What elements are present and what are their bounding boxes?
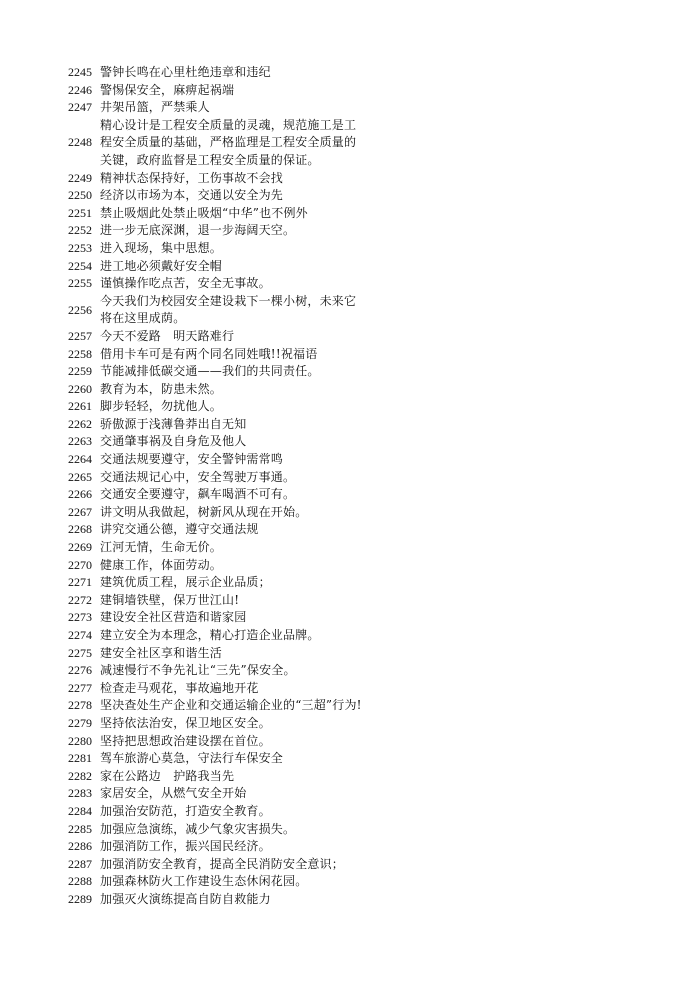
entry-text: 今天我们为校园安全建设栽下一棵小树，未来它将在这里成荫。 <box>100 293 357 326</box>
entry-text: 交通法规记心中，安全驾驶万事通。 <box>100 469 296 484</box>
entry-text: 井架吊篮，严禁乘人 <box>100 100 210 115</box>
list-item <box>68 680 362 698</box>
entry-number: 2264 <box>68 452 92 467</box>
entry-text: 节能减排低碳交通——我们的共同责任。 <box>100 364 320 379</box>
list-item <box>68 504 362 522</box>
entry-text: 加强消防工作，振兴国民经济。 <box>100 839 271 854</box>
entry-text: 脚步轻轻，勿扰他人。 <box>100 399 223 414</box>
entry-number: 2279 <box>68 715 92 730</box>
entry-number: 2271 <box>68 575 92 590</box>
list-item <box>68 222 362 240</box>
list-item <box>68 293 362 328</box>
list-item <box>68 645 362 663</box>
entry-text: 加强森林防火工作建设生态休闲花园。 <box>100 874 308 889</box>
entry-number: 2281 <box>68 751 92 766</box>
entry-text: 精心设计是工程安全质量的灵魂，规范施工是工程安全质量的基础，严格监理是工程安全质量的关键，政府监督是工程安全质量的保证。 <box>100 117 357 167</box>
list-item <box>68 768 362 786</box>
entry-number: 2270 <box>68 557 92 572</box>
list-item <box>68 557 362 575</box>
entry-number: 2257 <box>68 328 92 343</box>
entry-number: 2274 <box>68 628 92 642</box>
entry-text: 教育为本，防患未然。 <box>100 381 223 396</box>
entry-text: 经济以市场为本，交通以安全为先 <box>100 188 284 203</box>
list-item <box>68 733 362 751</box>
list-item <box>68 697 362 715</box>
list-item <box>68 592 362 610</box>
list-item <box>68 803 362 821</box>
entry-number: 2285 <box>68 821 92 836</box>
entry-number: 2251 <box>68 205 92 220</box>
entry-number: 2252 <box>68 223 92 238</box>
entry-number: 2254 <box>68 258 92 273</box>
entry-number: 2283 <box>68 786 92 801</box>
entry-number: 2265 <box>68 469 92 484</box>
entry-text: 精神状态保持好，工伤事故不会找 <box>100 170 284 185</box>
entry-text: 驾车旅游心莫急，守法行车保安全 <box>100 751 284 766</box>
entry-number: 2284 <box>68 803 92 818</box>
list-item <box>68 539 362 557</box>
entry-text: 建立安全为本理念，精心打造企业品牌。 <box>100 628 320 642</box>
entry-number: 2253 <box>68 240 92 255</box>
list-item <box>68 821 362 839</box>
entry-text: 讲文明从我做起，树新风从现在开始。 <box>100 504 308 519</box>
entry-text: 建设安全社区营造和谐家园 <box>100 610 247 625</box>
entry-number: 2267 <box>68 504 92 519</box>
entry-text: 警钟长鸣在心里杜绝违章和违纪 <box>100 65 271 79</box>
list-item <box>68 451 362 469</box>
entry-text: 骄傲源于浅薄鲁莽出自无知 <box>100 416 247 431</box>
entry-text: 家在公路边 护路我当先 <box>100 768 235 783</box>
entry-text: 谨慎操作吃点苦，安全无事故。 <box>100 276 271 291</box>
entry-number: 2276 <box>68 663 92 678</box>
list-item <box>68 521 362 539</box>
list-item <box>68 856 362 874</box>
list-item <box>68 381 362 399</box>
entry-number: 2255 <box>68 276 92 291</box>
entry-text: 加强应急演练，减少气象灾害损失。 <box>100 821 296 836</box>
entry-text: 家居安全，从燃气安全开始 <box>100 786 247 801</box>
list-item <box>68 117 362 170</box>
list-item <box>68 662 362 680</box>
entry-text: 交通安全要遵守，飙车喝酒不可有。 <box>100 487 296 502</box>
list-item <box>68 398 362 416</box>
entry-text: 检查走马观花，事故遍地开花 <box>100 680 259 695</box>
list-item <box>68 627 362 645</box>
entry-number: 2259 <box>68 364 92 379</box>
entry-number: 2260 <box>68 381 92 396</box>
entry-number: 2280 <box>68 733 92 748</box>
list-item <box>68 64 362 82</box>
list-item <box>68 433 362 451</box>
entry-text: 进工地必须戴好安全帽 <box>100 258 223 273</box>
entry-number: 2289 <box>68 891 92 906</box>
entry-number: 2248 <box>68 135 92 150</box>
entry-text: 建铜墙铁壁，保万世江山! <box>100 592 240 607</box>
entry-number: 2273 <box>68 610 92 625</box>
entry-text: 进入现场，集中思想。 <box>100 240 223 255</box>
entry-text: 借用卡车可是有两个同名同姓哦!!祝福语 <box>100 346 318 361</box>
entry-text: 进一步无底深渊，退一步海阔天空。 <box>100 223 296 238</box>
entry-text: 加强消防安全教育，提高全民消防安全意识； <box>100 856 345 871</box>
list-item <box>68 574 362 592</box>
entry-number: 2272 <box>68 592 92 607</box>
list-item <box>68 275 362 293</box>
entry-number: 2261 <box>68 399 92 414</box>
entry-text: 健康工作，体面劳动。 <box>100 557 223 572</box>
list-item <box>68 469 362 487</box>
entry-text: 交通法规要遵守，安全警钟需常鸣 <box>100 452 284 467</box>
list-item <box>68 363 362 381</box>
entry-number: 2269 <box>68 540 92 555</box>
entry-text: 建安全社区享和谐生活 <box>100 645 223 660</box>
list-item <box>68 609 362 627</box>
entry-text: 坚持依法治安，保卫地区安全。 <box>100 715 271 730</box>
entry-number: 2258 <box>68 346 92 361</box>
entry-number: 2256 <box>68 302 92 317</box>
entry-text: 禁止吸烟此处禁止吸烟“中华”也不例外 <box>100 205 308 220</box>
list-item <box>68 99 362 117</box>
entry-number: 2275 <box>68 645 92 660</box>
entry-number: 2282 <box>68 768 92 783</box>
entry-number: 2277 <box>68 680 92 695</box>
entry-number: 2288 <box>68 874 92 889</box>
entry-text: 加强治安防范，打造安全教育。 <box>100 803 271 818</box>
list-item <box>68 187 362 205</box>
entry-text: 警惕保安全，麻痹起祸端 <box>100 82 235 97</box>
list-item <box>68 715 362 733</box>
entry-number: 2287 <box>68 856 92 871</box>
list-item <box>68 170 362 188</box>
entry-number: 2268 <box>68 522 92 537</box>
list-item <box>68 258 362 276</box>
list-item <box>68 416 362 434</box>
entry-number: 2278 <box>68 698 92 713</box>
entry-text: 加强灭火演练提高自防自救能力 <box>100 891 271 906</box>
list-item <box>68 785 362 803</box>
entry-number: 2262 <box>68 416 92 431</box>
list-item <box>68 750 362 768</box>
entry-number: 2286 <box>68 839 92 854</box>
entry-text: 坚持把思想政治建设摆在首位。 <box>100 733 271 748</box>
entry-text: 交通肇事祸及自身危及他人 <box>100 434 247 449</box>
entry-number: 2249 <box>68 170 92 185</box>
list-item <box>68 346 362 364</box>
entry-text: 建筑优质工程，展示企业品质； <box>100 575 271 590</box>
slogan-list <box>68 64 362 909</box>
entry-text: 减速慢行不争先礼让“三先”保安全。 <box>100 663 296 678</box>
entry-number: 2250 <box>68 188 92 203</box>
list-item <box>68 486 362 504</box>
entry-number: 2246 <box>68 82 92 97</box>
entry-number: 2245 <box>68 65 92 79</box>
entry-number: 2266 <box>68 487 92 502</box>
list-item <box>68 240 362 258</box>
entry-number: 2263 <box>68 434 92 449</box>
entry-text: 讲究交通公德，遵守交通法规 <box>100 522 259 537</box>
list-item <box>68 891 362 909</box>
list-item <box>68 82 362 100</box>
list-item <box>68 205 362 223</box>
list-item <box>68 328 362 346</box>
entry-text: 今天不爱路 明天路难行 <box>100 328 235 343</box>
entry-text: 坚决查处生产企业和交通运输企业的“三超”行为! <box>100 698 362 713</box>
list-item <box>68 873 362 891</box>
list-item <box>68 838 362 856</box>
entry-number: 2247 <box>68 100 92 115</box>
entry-text: 江河无情，生命无价。 <box>100 540 223 555</box>
